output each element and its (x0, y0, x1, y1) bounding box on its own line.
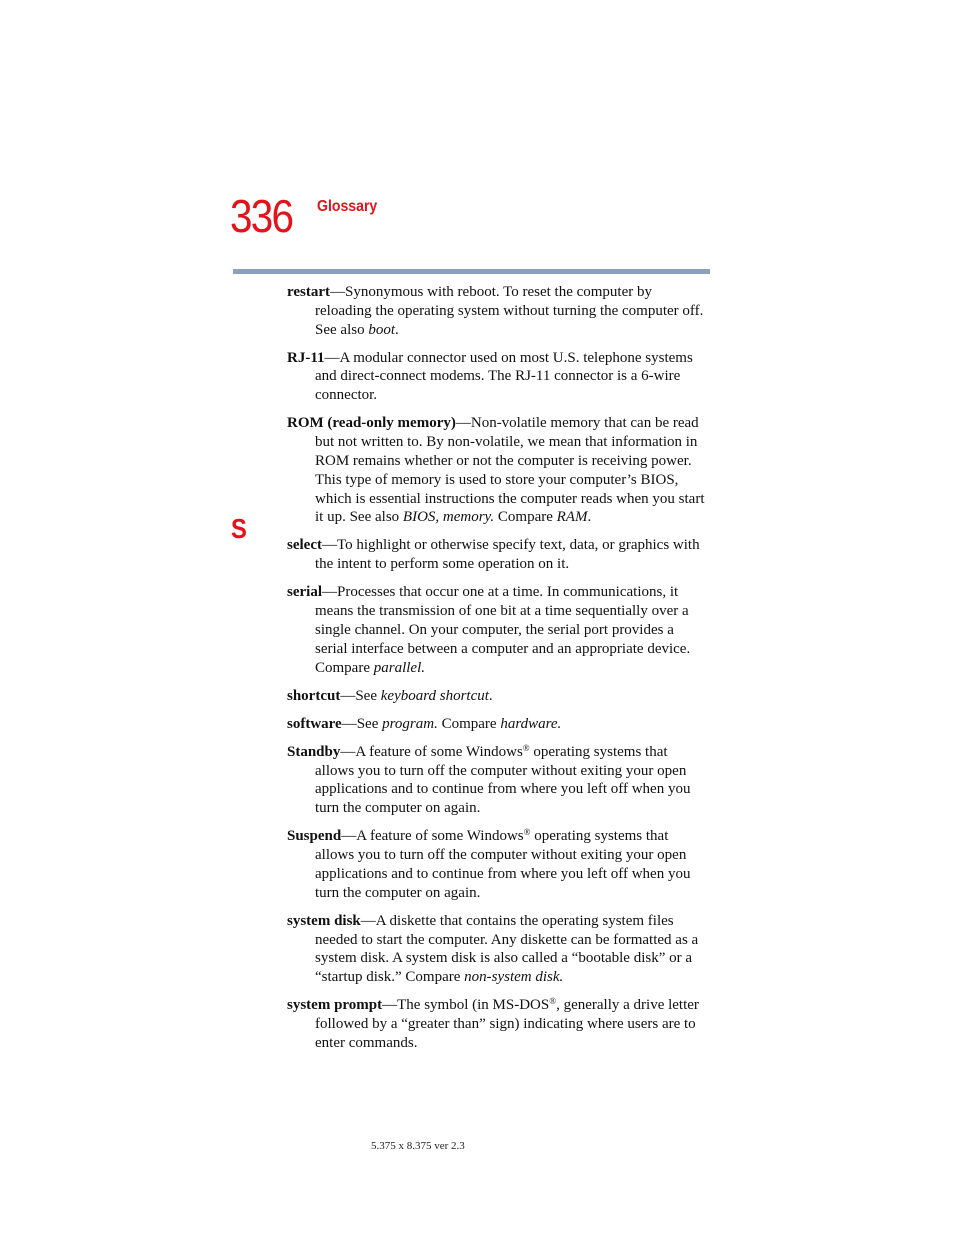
entry-term: serial (287, 584, 322, 601)
entry-definition: —Non-volatile memory that can be read but not written to. By non-volatile, we mean that information in ROM remains whether or not the computer is receiving power. This type of memory is used to store your computer’s BIOS, which is essential instructions the computer reads when you start it up. See also (315, 415, 705, 526)
header-rule (233, 269, 710, 274)
glossary-entry-shortcut (287, 687, 709, 706)
glossary-entry-select (287, 536, 709, 574)
registered-mark: ® (523, 827, 531, 838)
glossary-entry-software (287, 715, 709, 734)
entry-definition: —See (340, 687, 381, 704)
entry-definition: —See (341, 715, 383, 732)
entry-definition: —To highlight or otherwise specify text, data, or graphics with the intent to perform some operation on it. (315, 537, 700, 573)
entry-term: shortcut (287, 687, 341, 704)
entry-cross-reference: non-system disk. (464, 969, 564, 986)
entry-definition: operating systems that allows you to turn off the computer without exiting your open applications and to continue from where you left off when you turn the computer on again. (315, 828, 691, 901)
entry-term: software (287, 715, 342, 732)
registered-mark: ® (522, 742, 530, 753)
registered-mark: ® (549, 996, 557, 1007)
entry-definition: —The symbol (in MS-DOS (382, 997, 550, 1014)
entry-term: RJ-11 (287, 349, 325, 366)
glossary-entry-system-disk (287, 912, 709, 987)
glossary-entry-serial (287, 583, 709, 677)
entry-definition: Compare (437, 715, 501, 732)
entry-cross-reference: program. (382, 715, 438, 732)
entry-term: Suspend (287, 828, 342, 845)
entry-term: ROM (read-only memory) (287, 415, 456, 432)
entry-definition: Compare (494, 509, 557, 526)
glossary-entry-rom (287, 414, 709, 527)
entry-definition: —Processes that occur one at a time. In communications, it means the transmission of one bit at a time sequentially over a single channel. On your computer, the serial port provides a serial interface between a computer and an appropriate device. Compare (315, 584, 691, 676)
entry-cross-reference: BIOS, memory. (402, 509, 495, 526)
entry-definition: —A diskette that contains the operating system files needed to start the computer. Any diskette can be formatted as a system disk. A system disk is also called a “bootable disk” or a “startup disk.” Compare (315, 912, 699, 986)
entry-definition: —Synonymous with reboot. To reset the computer by reloading the operating system without turning the computer off. See also (315, 284, 704, 338)
glossary-entry-suspend (287, 827, 709, 902)
entry-definition: . (488, 687, 493, 704)
glossary-entry-system-prompt (287, 996, 709, 1052)
entry-definition: , generally a drive letter followed by a “greater than” sign) indicating where users are to enter commands. (315, 997, 699, 1051)
page-number: 336 (230, 190, 293, 242)
entry-definition: . (395, 321, 399, 338)
entry-term: select (287, 537, 322, 554)
glossary-entry-standby (287, 743, 709, 818)
letter-section-marker: S (231, 513, 247, 544)
entry-term: restart (287, 284, 331, 300)
entry-cross-reference: boot (368, 321, 395, 338)
entry-definition: —A feature of some Windows (340, 743, 523, 760)
entry-definition: —A modular connector used on most U.S. telephone systems and direct-connect modems. The RJ-11 connector is a 6-wire connector. (315, 349, 693, 404)
glossary-entry-rj11 (287, 349, 709, 405)
entry-definition: operating systems that allows you to turn off the computer without exiting your open applications and to continue from where you left off when you turn the computer on again. (315, 743, 691, 817)
entry-cross-reference: keyboard shortcut (380, 687, 489, 704)
entry-cross-reference: hardware. (500, 715, 562, 732)
entry-definition: —A feature of some Windows (341, 828, 524, 845)
section-title: Glossary (317, 198, 378, 215)
entry-term: system disk (287, 912, 361, 929)
page-footer: 5.375 x 8.375 ver 2.3 (371, 1140, 465, 1152)
entry-term: system prompt (287, 997, 383, 1014)
entry-definition: . (587, 509, 592, 526)
entry-cross-reference: RAM (556, 509, 588, 526)
glossary-entry-restart (287, 283, 709, 339)
glossary-entries (287, 283, 709, 1062)
entry-term: Standby (287, 743, 341, 760)
entry-cross-reference: parallel. (373, 659, 425, 676)
